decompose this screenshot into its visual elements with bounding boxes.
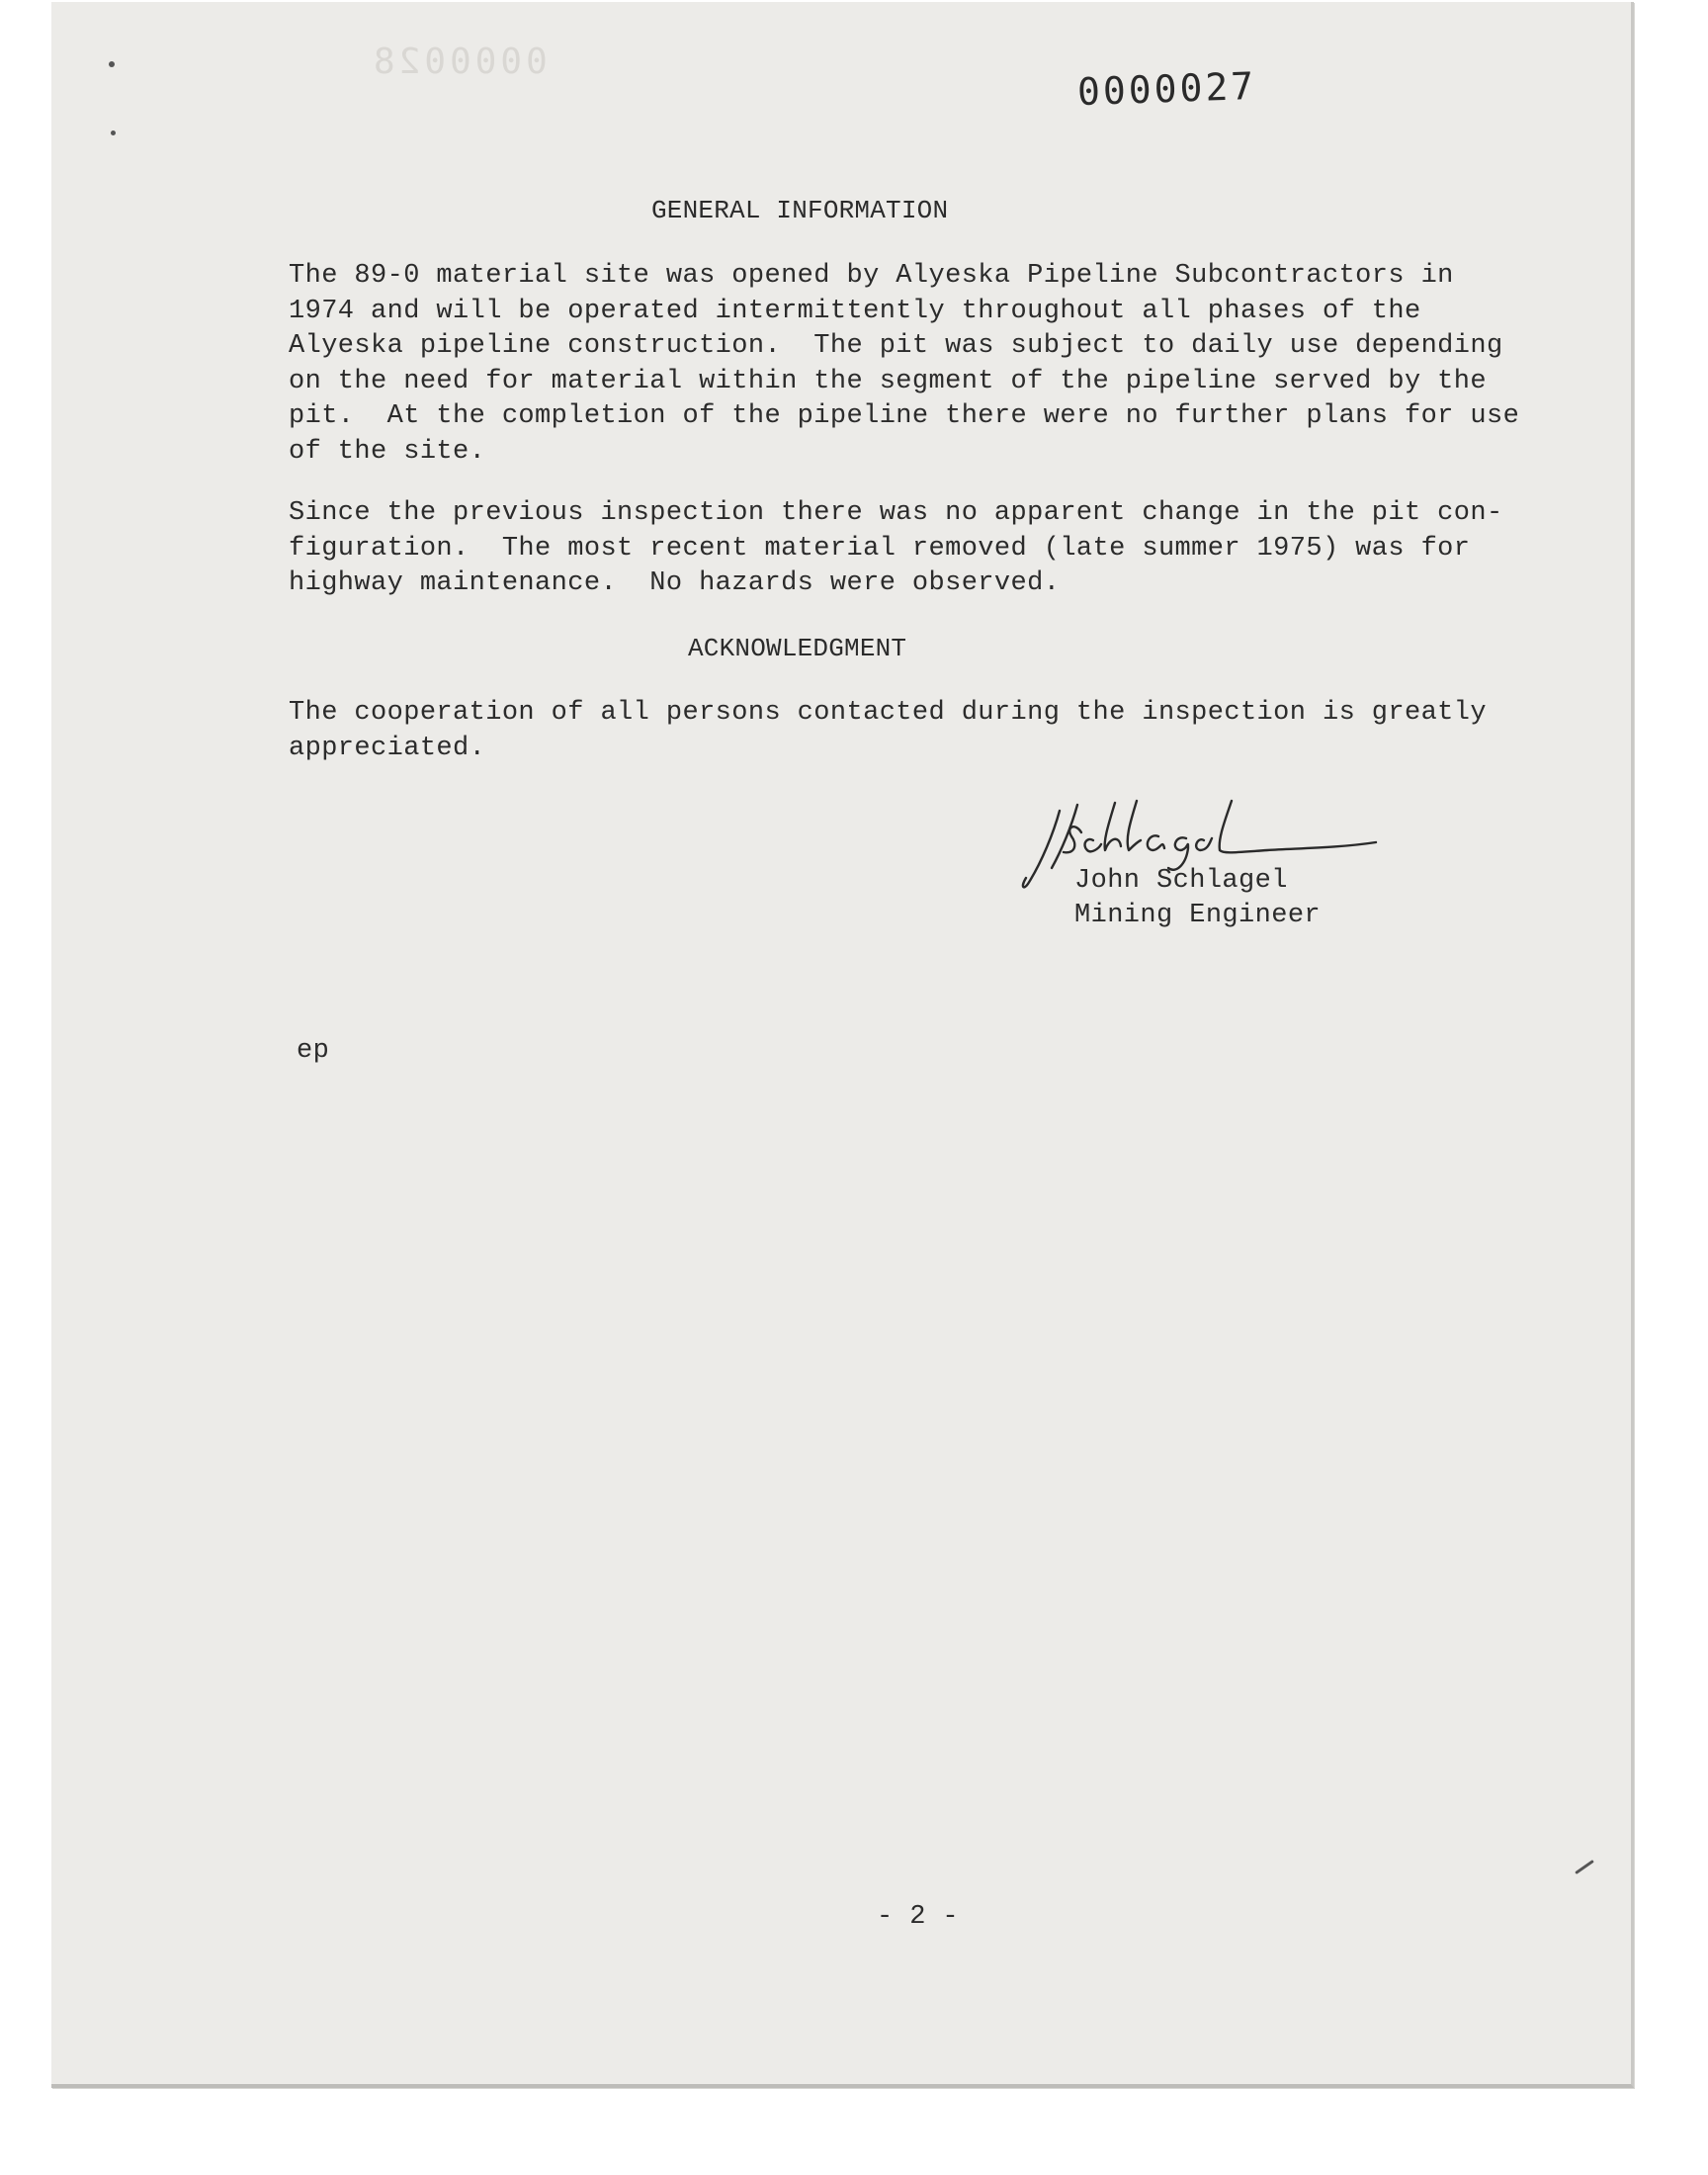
paper-speck <box>111 130 116 135</box>
paragraph-line: figuration. The most recent material removed (late summer 1975) was for <box>289 533 1471 564</box>
acknowledgment-heading: ACKNOWLEDGMENT <box>688 634 907 663</box>
paragraph-line: Since the previous inspection there was no apparent change in the pit con- <box>289 498 1503 528</box>
paragraph-line: of the site. <box>289 436 486 467</box>
paper-speck <box>1575 1860 1594 1874</box>
paragraph-line: The cooperation of all persons contacted during the inspection is greatly <box>289 698 1487 728</box>
bleed-through-stamp: 0000028 <box>370 42 548 82</box>
signer-name: John Schlagel <box>1074 866 1288 896</box>
paragraph-line: highway maintenance. No hazards were observed. <box>289 568 1061 598</box>
paragraph-line: The 89-0 material site was opened by Alyeska Pipeline Subcontractors in <box>289 261 1454 291</box>
paragraph-line: on the need for material within the segment of the pipeline served by the <box>289 366 1487 396</box>
document-page <box>51 2 1634 2088</box>
acknowledgment-paragraph <box>289 696 1564 766</box>
paragraph-line: Alyeska pipeline construction. The pit was subject to daily use depending <box>289 331 1503 361</box>
inspection-paragraph <box>289 496 1564 602</box>
signer-title: Mining Engineer <box>1074 901 1322 930</box>
document-number-stamp: 0000027 <box>1076 63 1257 115</box>
typist-initials: ep <box>297 1036 330 1066</box>
signer-block <box>1074 864 1321 933</box>
paragraph-line: appreciated. <box>289 733 486 763</box>
paragraph-line: 1974 and will be operated intermittently throughout all phases of the <box>289 296 1421 326</box>
paragraph-line: pit. At the completion of the pipeline there were no further plans for use <box>289 401 1520 431</box>
paper-speck <box>109 61 115 67</box>
general-information-heading: GENERAL INFORMATION <box>651 196 949 225</box>
page-number: - 2 - <box>877 1902 960 1932</box>
general-information-paragraph <box>289 259 1564 470</box>
